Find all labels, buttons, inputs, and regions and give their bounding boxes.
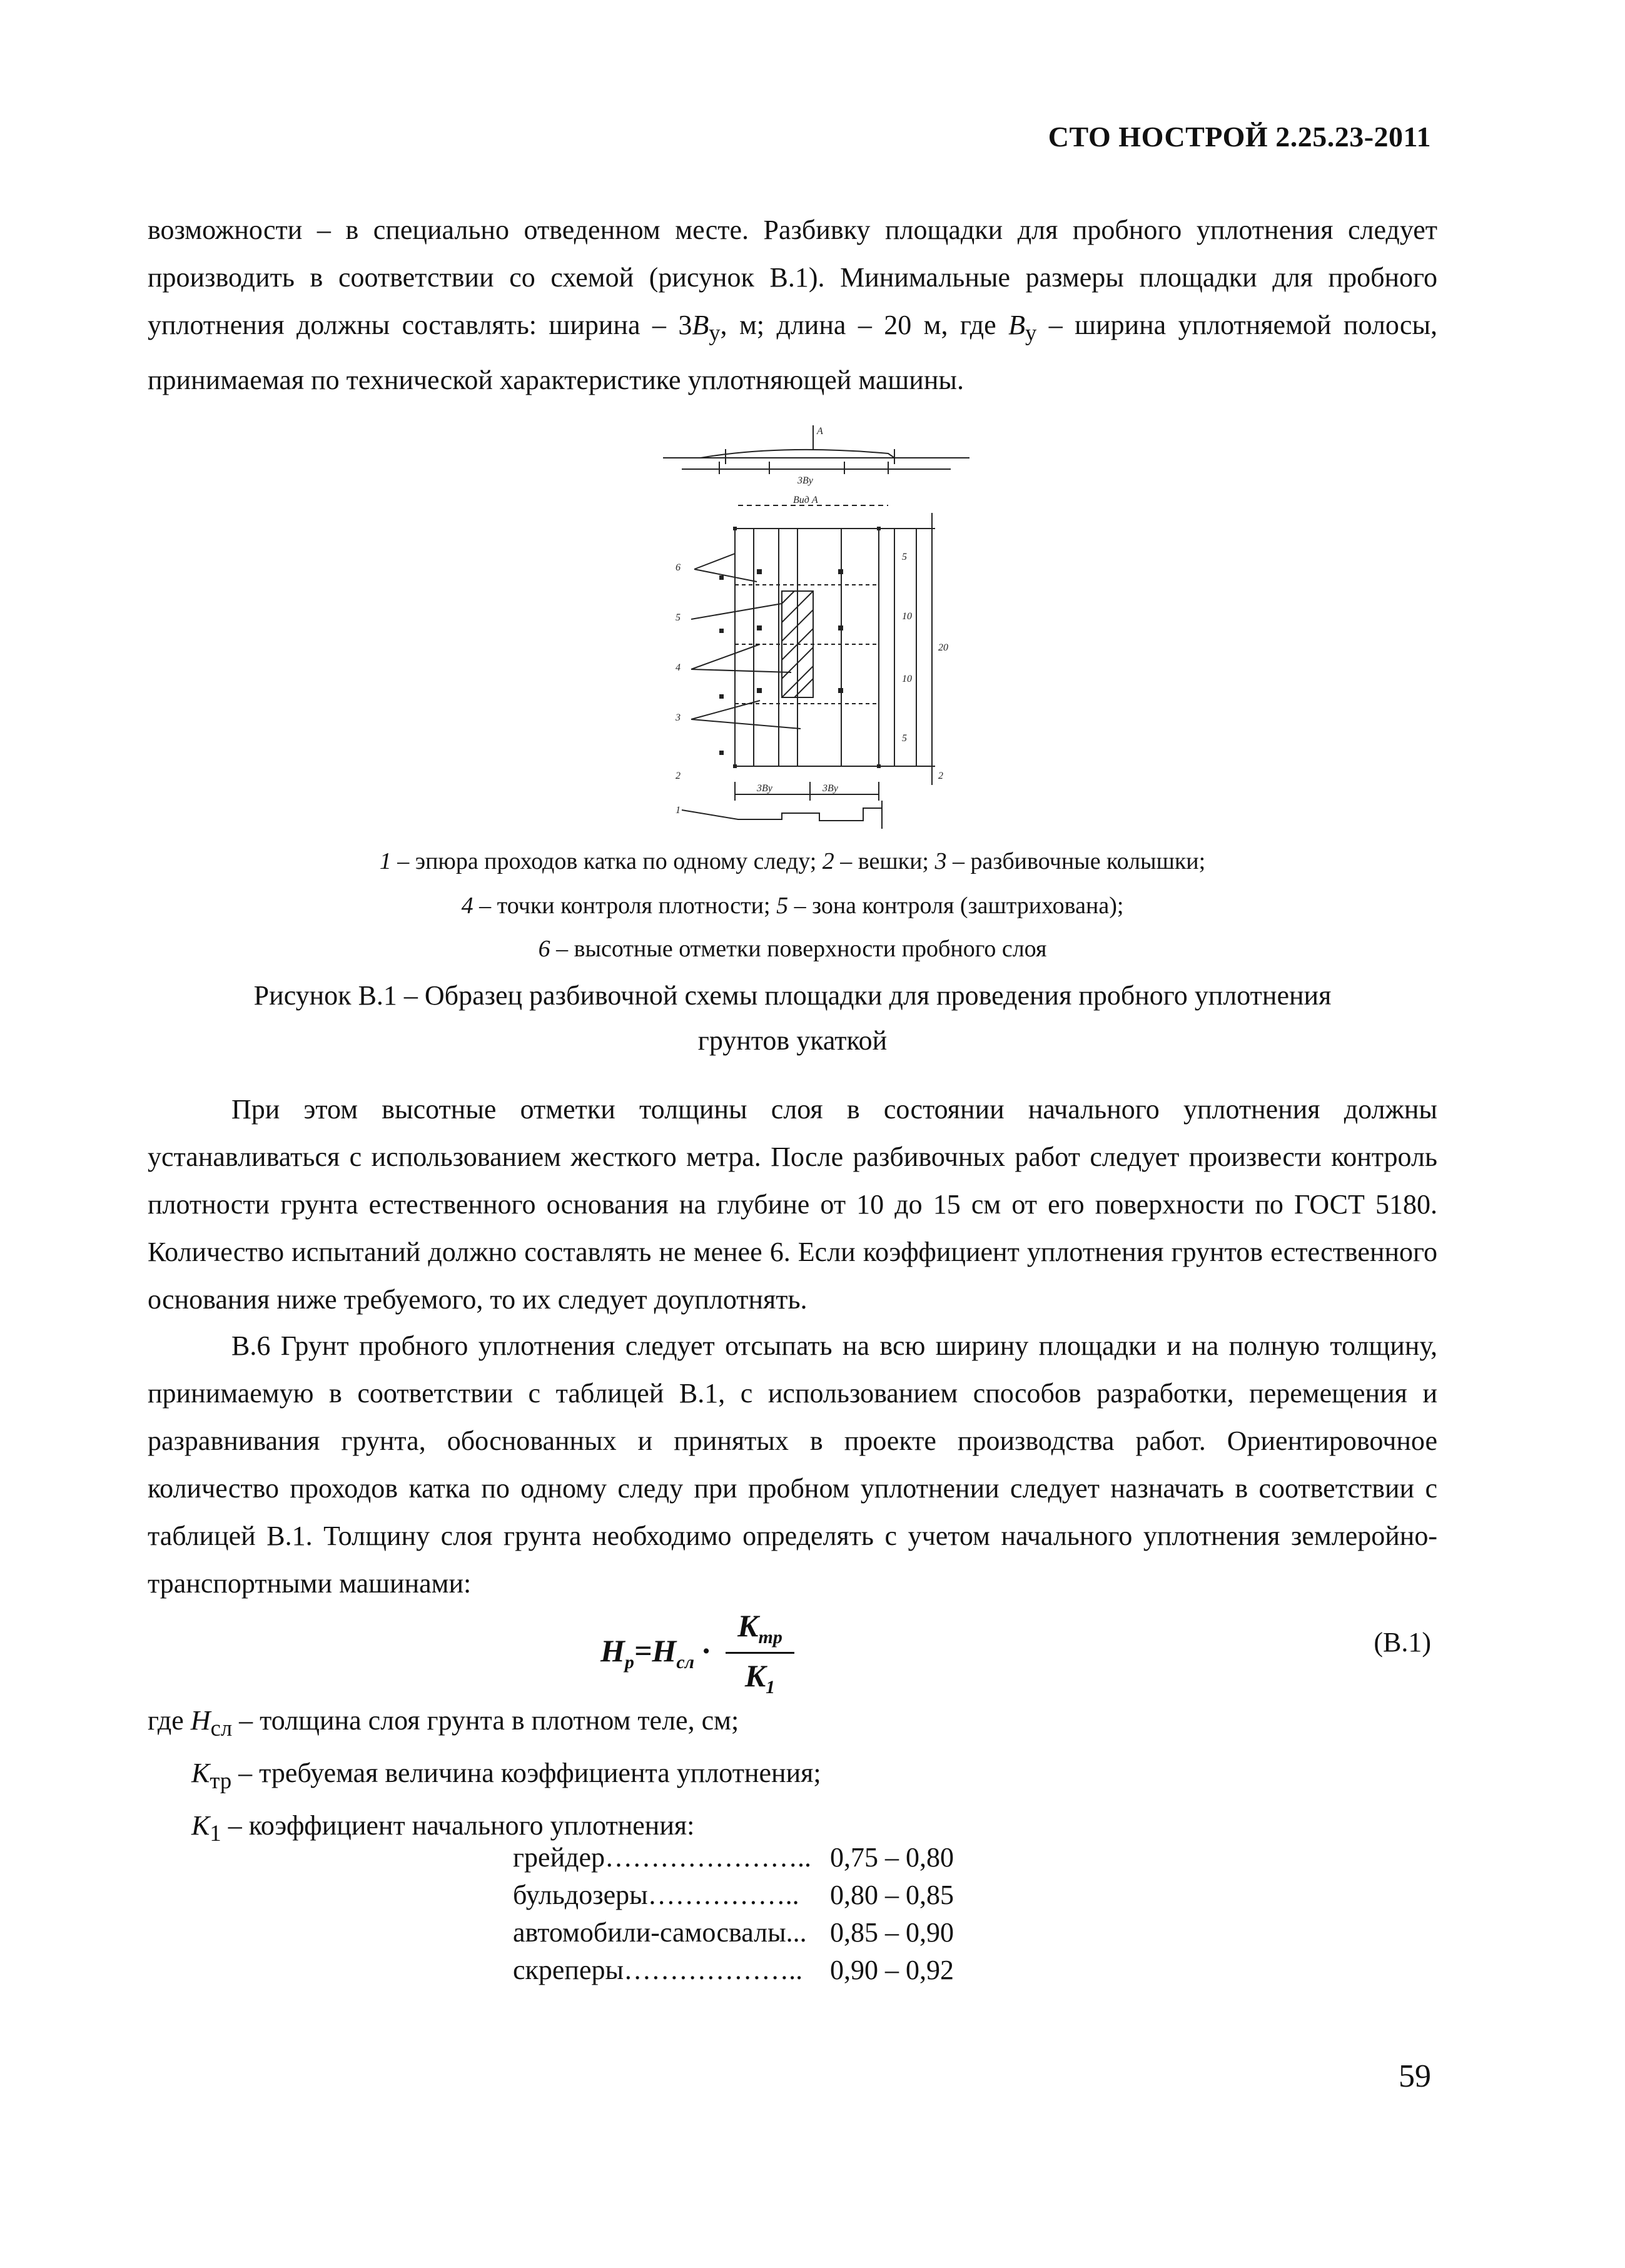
formula-ktr-sub: тр xyxy=(758,1627,782,1648)
definition-hsl-text: – толщина слоя грунта в плотном теле, см; xyxy=(232,1705,739,1736)
definition-where: где xyxy=(148,1705,191,1736)
formula-b1 xyxy=(600,1607,851,1698)
formula-hp: H xyxy=(600,1633,625,1668)
formula-definitions xyxy=(148,1698,821,1855)
table-row xyxy=(513,1914,954,1952)
formula-hsl: H xyxy=(652,1633,677,1668)
definition-ktr-sub: тр xyxy=(210,1767,232,1793)
k1-values-table xyxy=(513,1839,954,1989)
label-4: 4 xyxy=(676,662,681,673)
figure-title-line-2: грунтов укаткой xyxy=(697,1025,888,1056)
formula-hsl-sub: сл xyxy=(676,1652,695,1673)
equation-number: (В.1) xyxy=(1374,1627,1431,1658)
table-row xyxy=(513,1952,954,1989)
machine-name: автомобили-самосвалы... xyxy=(513,1917,807,1948)
paragraph-intro-part-c: – ширина уплотняемой полосы, принимаемая по технической характеристике уплотняющей машины. xyxy=(148,310,1438,395)
k1-range: 0,80 – 0,85 xyxy=(830,1880,954,1910)
var-b-sub: у xyxy=(709,319,721,345)
label-2: 2 xyxy=(676,771,681,781)
formula-k1: K xyxy=(744,1658,766,1693)
formula-k1-sub: 1 xyxy=(766,1677,776,1698)
definition-k1-var: K xyxy=(191,1810,210,1841)
arrow-a-label: А xyxy=(817,426,823,437)
formula-eq: = xyxy=(634,1633,652,1668)
legend-num-1: 1 xyxy=(379,848,392,874)
formula-lhs xyxy=(600,1633,710,1673)
table-row xyxy=(513,1839,954,1876)
dim-3bu-label: 3Bу xyxy=(797,475,813,486)
k1-range: 0,85 – 0,90 xyxy=(830,1917,954,1948)
legend-text-2: – вешки; xyxy=(834,848,935,874)
view-a-label: Вид А xyxy=(793,495,818,505)
definition-ktr-text: – требуемая величина коэффициента уплотнения; xyxy=(231,1757,821,1788)
formula-numerator xyxy=(726,1607,794,1654)
k1-range: 0,75 – 0,80 xyxy=(830,1842,954,1873)
paragraph-b6: В.6 Грунт пробного уплотнения следует отсыпать на всю ширину площадки и на полную толщину, принимаемую в соответствии с таблицей В.1, с использованием способов разработки, перемещения и разравнивания грунта, обоснованных и принятых в проекте производства работ. Ориентировочное количество проходов катка по одному следу при пробном уплотнении следует назначать в соответствии с таблицей В.1. Толщину слоя грунта необходимо определять с учетом начального уплотнения землеройно-транспортными машинами: xyxy=(148,1330,1437,1599)
right-dim-5b: 5 xyxy=(902,733,907,744)
figure-legend-line-1 xyxy=(148,848,1437,875)
paragraph-intro-part-a: возможности – в специально отведенном месте. Разбивку площадки для пробного уплотнения следует производить в соответствии со схемой (рисунок В.1). Минимальные размеры площадки для пробного уплотнения должны составлять: ширина – 3 xyxy=(148,215,1437,340)
figure-legend-line-2 xyxy=(148,892,1437,919)
legend-num-5: 5 xyxy=(776,893,789,919)
legend-num-6: 6 xyxy=(538,936,550,962)
label-6: 6 xyxy=(676,562,681,573)
paragraph-height-marks: При этом высотные отметки толщины слоя в состоянии начального уплотнения должны устанавливаться с использованием жесткого метра. После разбивочных работ следует произвести контроль плотности грунта естественного основания на глубине от 10 до 15 см от его поверхности по ГОСТ 5180. Количество испытаний должно составлять не менее 6. Если коэффициент уплотнения грунтов естественного основания ниже требуемого, то их следует доуплотнять. xyxy=(148,1094,1437,1315)
legend-text-6: – высотные отметки поверхности пробного слоя xyxy=(550,936,1047,962)
table-row xyxy=(513,1876,954,1914)
var-b-2-sub: у xyxy=(1025,319,1037,345)
layout-scheme-figure xyxy=(657,425,976,832)
legend-text-4: – точки контроля плотности; xyxy=(473,893,777,919)
definition-hsl-var: H xyxy=(190,1705,211,1736)
right-dim-2: 2 xyxy=(938,771,943,781)
legend-num-4: 4 xyxy=(461,893,473,919)
label-5: 5 xyxy=(676,612,681,623)
dim-half-a-label: 3Bу xyxy=(757,783,772,794)
machine-name: бульдозеры…………….. xyxy=(513,1880,799,1910)
formula-hp-sub: р xyxy=(624,1652,634,1673)
label-3: 3 xyxy=(676,712,681,723)
definition-k1-sub: 1 xyxy=(210,1820,221,1846)
figure-title-line-1: Рисунок В.1 – Образец разбивочной схемы площадки для проведения пробного уплотнения xyxy=(253,980,1332,1011)
right-dim-10b: 10 xyxy=(902,674,912,684)
right-dim-5: 5 xyxy=(902,552,907,562)
formula-ktr: K xyxy=(737,1608,759,1643)
formula-fraction xyxy=(726,1607,794,1698)
dim-half-b-label: 3Bу xyxy=(823,783,838,794)
right-dim-20: 20 xyxy=(938,642,948,653)
legend-text-1: – эпюра проходов катка по одному следу; xyxy=(391,848,823,874)
figure-title xyxy=(148,973,1437,1063)
page-number: 59 xyxy=(1399,2058,1431,2094)
right-dim-10: 10 xyxy=(902,611,912,622)
legend-num-3: 3 xyxy=(934,848,947,874)
legend-text-3: – разбивочные колышки; xyxy=(946,848,1206,874)
label-1: 1 xyxy=(676,805,681,816)
machine-name: скреперы……………….. xyxy=(513,1955,803,1985)
document-header: СТО НОСТРОЙ 2.25.23-2011 xyxy=(1048,121,1431,153)
machine-name: грейдер………………….. xyxy=(513,1842,812,1873)
formula-dot: · xyxy=(702,1633,711,1668)
legend-num-2: 2 xyxy=(822,848,834,874)
legend-text-5: – зона контроля (заштрихована); xyxy=(788,893,1124,919)
var-b: B xyxy=(692,310,709,340)
definition-hsl-sub: сл xyxy=(210,1714,233,1741)
var-b-2: B xyxy=(1008,310,1025,340)
definition-k1-text: – коэффициент начального уплотнения: xyxy=(221,1810,695,1841)
definition-ktr-var: K xyxy=(191,1757,210,1788)
paragraph-intro-part-b: , м; длина – 20 м, где xyxy=(720,310,1009,340)
figure-legend-line-3 xyxy=(148,935,1437,963)
paragraph-intro xyxy=(148,206,1437,404)
definition-ktr xyxy=(148,1751,821,1803)
formula-denominator xyxy=(726,1654,794,1698)
definition-hsl xyxy=(148,1698,821,1751)
k1-range: 0,90 – 0,92 xyxy=(830,1955,954,1985)
